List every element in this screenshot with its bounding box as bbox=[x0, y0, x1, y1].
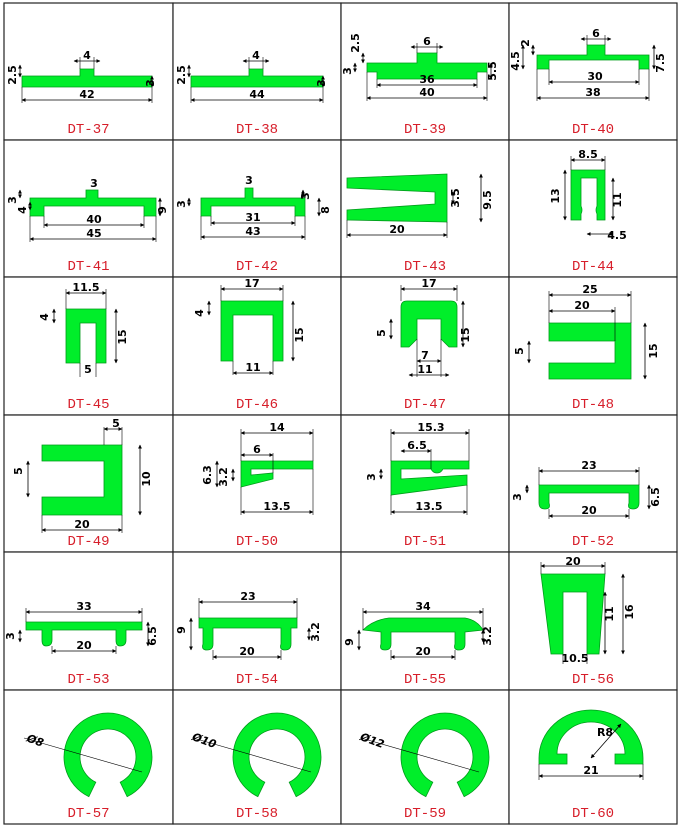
dimension-label: 20 bbox=[581, 504, 597, 517]
profile-code: DT-55 bbox=[403, 672, 447, 688]
profile-code: DT-59 bbox=[403, 806, 447, 822]
profile-cell bbox=[509, 415, 677, 552]
dimension-label: 2.5 bbox=[349, 33, 362, 53]
dimension-label: 3 bbox=[245, 174, 253, 187]
dimension-label: 8.5 bbox=[578, 148, 598, 161]
dimension-label: 4.5 bbox=[509, 51, 522, 71]
dimension-label: 6.5 bbox=[407, 439, 427, 452]
profile-code: DT-40 bbox=[571, 122, 615, 138]
dimension-label: 15.3 bbox=[417, 421, 445, 434]
profile-cell bbox=[4, 690, 173, 824]
dimension-label: 21 bbox=[583, 764, 599, 777]
dimension-label: 4 bbox=[193, 309, 206, 317]
dimension-label: 13.5 bbox=[415, 500, 443, 513]
profile-cell bbox=[173, 3, 341, 140]
dimension-label: 31 bbox=[245, 211, 261, 224]
dimension-label: 20 bbox=[239, 645, 255, 658]
profile-code: DT-52 bbox=[571, 534, 615, 550]
dimension-label: 6.3 bbox=[201, 465, 214, 485]
dimension-label: 40 bbox=[86, 213, 102, 226]
profile-cell bbox=[509, 552, 677, 690]
dimension-label: 2.5 bbox=[175, 65, 188, 85]
profile-cell bbox=[173, 140, 341, 277]
profile-code: DT-60 bbox=[571, 806, 615, 822]
dimension-label: 6.5 bbox=[649, 487, 662, 507]
profile-code: DT-58 bbox=[235, 806, 279, 822]
profile-code: DT-41 bbox=[67, 259, 110, 275]
profile-cell bbox=[173, 277, 341, 415]
profile-cell bbox=[341, 140, 509, 277]
dimension-label: 3 bbox=[511, 493, 524, 501]
cell-border bbox=[173, 140, 341, 277]
profile-code: DT-39 bbox=[403, 122, 447, 138]
profile-cell bbox=[4, 552, 173, 690]
dimension-label: 3 bbox=[90, 177, 98, 190]
dimension-label: 13 bbox=[549, 188, 562, 204]
profile-code: DT-46 bbox=[235, 397, 279, 413]
dimension-label: 8 bbox=[319, 206, 332, 214]
dimension-label: 45 bbox=[86, 227, 102, 240]
profile-cell bbox=[4, 3, 173, 140]
profile-code: DT-57 bbox=[67, 806, 110, 822]
dimension-label: 3.2 bbox=[309, 622, 322, 642]
dimension-label: 11.5 bbox=[72, 281, 100, 294]
dimension-label: 23 bbox=[581, 459, 597, 472]
dimension-label: 3 bbox=[175, 200, 188, 208]
dimension-label: 3 bbox=[6, 196, 19, 204]
profile-cell bbox=[173, 552, 341, 690]
dimension-label: 10 bbox=[140, 471, 153, 487]
profile-cell bbox=[509, 3, 677, 140]
dimension-label: 11 bbox=[611, 192, 624, 208]
dimension-label: 4 bbox=[83, 49, 91, 62]
profile-cell bbox=[509, 690, 677, 824]
profile-code: DT-42 bbox=[235, 259, 279, 275]
profile-code: DT-48 bbox=[571, 397, 615, 413]
dimension-label: 17 bbox=[244, 277, 260, 290]
dimension-label: 17 bbox=[421, 277, 437, 290]
profile-cell bbox=[173, 415, 341, 552]
dimension-label: 3 bbox=[299, 192, 312, 200]
cell-border bbox=[509, 415, 677, 552]
profile-cell bbox=[341, 552, 509, 690]
cell-border bbox=[4, 277, 173, 415]
dimension-label: 15 bbox=[647, 343, 660, 359]
dimension-label: 7.5 bbox=[654, 53, 667, 73]
diameter-label: Ø10 bbox=[190, 730, 219, 752]
dimension-label: 3.2 bbox=[481, 626, 494, 646]
profile-cell bbox=[341, 277, 509, 415]
diameter-label: Ø12 bbox=[358, 730, 387, 752]
profile-code: DT-49 bbox=[67, 534, 110, 550]
dimension-label: 14 bbox=[269, 421, 285, 434]
dimension-label: 4.5 bbox=[607, 229, 627, 242]
dimension-label: 2.5 bbox=[6, 65, 19, 85]
dimension-label: 6 bbox=[253, 443, 261, 456]
dimension-label: 9.5 bbox=[481, 190, 494, 210]
profile-code: DT-44 bbox=[571, 259, 615, 275]
dimension-label: 25 bbox=[582, 283, 598, 296]
dimension-label: 6 bbox=[592, 27, 600, 40]
dimension-label: 11 bbox=[417, 363, 433, 376]
cell-border bbox=[173, 415, 341, 552]
dimension-label: 16 bbox=[623, 604, 636, 620]
dimension-label: 40 bbox=[419, 86, 435, 99]
dimension-label: 5 bbox=[84, 363, 92, 376]
dimension-label: 9 bbox=[156, 206, 169, 214]
dimension-label: 5 bbox=[513, 347, 526, 355]
dimension-label: 5 bbox=[12, 467, 25, 475]
dimension-label: 15 bbox=[459, 327, 472, 343]
profile-cell bbox=[341, 690, 509, 824]
dimension-label: 3 bbox=[144, 79, 157, 87]
dimension-label: 20 bbox=[574, 299, 590, 312]
cell-border bbox=[341, 277, 509, 415]
dimension-label: 33 bbox=[76, 600, 92, 613]
dimension-label: 9 bbox=[343, 638, 356, 646]
dimension-label: 20 bbox=[415, 645, 431, 658]
dimension-label: 3 bbox=[315, 79, 328, 87]
dimension-label: 44 bbox=[249, 88, 265, 101]
profile-code: DT-47 bbox=[403, 397, 447, 413]
dimension-label: 4 bbox=[38, 313, 51, 321]
profile-code: DT-43 bbox=[403, 259, 447, 275]
profile-code: DT-51 bbox=[403, 534, 447, 550]
dimension-label: 7 bbox=[421, 349, 429, 362]
dimension-label: 6.5 bbox=[146, 626, 159, 646]
profile-cell bbox=[509, 277, 677, 415]
profile-cell bbox=[4, 277, 173, 415]
dimension-label: 20 bbox=[76, 639, 92, 652]
dimension-label: 34 bbox=[415, 600, 431, 613]
diameter-label: Ø8 bbox=[24, 731, 46, 750]
dimension-label: 3.2 bbox=[217, 467, 230, 487]
dimension-label: 4 bbox=[252, 49, 260, 62]
dimension-label: 30 bbox=[587, 70, 603, 83]
profile-cell bbox=[173, 690, 341, 824]
dimension-label: 3 bbox=[341, 67, 354, 75]
cell-border bbox=[173, 277, 341, 415]
profile-cell bbox=[341, 3, 509, 140]
profile-code: DT-38 bbox=[235, 122, 279, 138]
dimension-label: 5 bbox=[375, 329, 388, 337]
dimension-label: 5.5 bbox=[486, 61, 499, 81]
profile-code: DT-54 bbox=[235, 672, 279, 688]
profile-cell bbox=[509, 140, 677, 277]
dimension-label: 5 bbox=[112, 417, 120, 430]
profile-code: DT-53 bbox=[67, 672, 110, 688]
profile-code: DT-56 bbox=[571, 672, 615, 688]
dimension-label: 6 bbox=[423, 35, 431, 48]
dimension-label: 36 bbox=[419, 73, 435, 86]
dimension-label: 20 bbox=[389, 223, 405, 236]
dimension-label: 42 bbox=[79, 88, 95, 101]
dimension-label: R8 bbox=[596, 726, 614, 739]
dimension-label: 13.5 bbox=[263, 500, 291, 513]
dimension-label: 15 bbox=[293, 327, 306, 343]
dimension-label: 11 bbox=[245, 361, 261, 374]
profile-code: DT-37 bbox=[67, 122, 110, 138]
dimension-label: 9 bbox=[175, 626, 188, 634]
dimension-label: 3 bbox=[4, 632, 17, 640]
profile-cell bbox=[4, 415, 173, 552]
dimension-label: 38 bbox=[585, 86, 601, 99]
dimension-label: 10.5 bbox=[561, 652, 589, 665]
profile-code: DT-45 bbox=[67, 397, 110, 413]
dimension-label: 20 bbox=[74, 518, 90, 531]
dimension-label: 23 bbox=[240, 590, 256, 603]
profile-cell bbox=[341, 415, 509, 552]
dimension-label: 43 bbox=[245, 225, 261, 238]
dimension-label: 4 bbox=[16, 206, 29, 214]
dimension-label: 20 bbox=[565, 555, 581, 568]
cell-border bbox=[4, 552, 173, 690]
dimension-label: 2 bbox=[519, 39, 532, 47]
dimension-label: 15 bbox=[116, 329, 129, 345]
dimension-label: 3.5 bbox=[449, 188, 462, 208]
profile-code: DT-50 bbox=[235, 534, 279, 550]
profile-cell bbox=[4, 140, 173, 277]
dimension-label: 11 bbox=[603, 606, 616, 622]
dimension-label: 3 bbox=[365, 473, 378, 481]
